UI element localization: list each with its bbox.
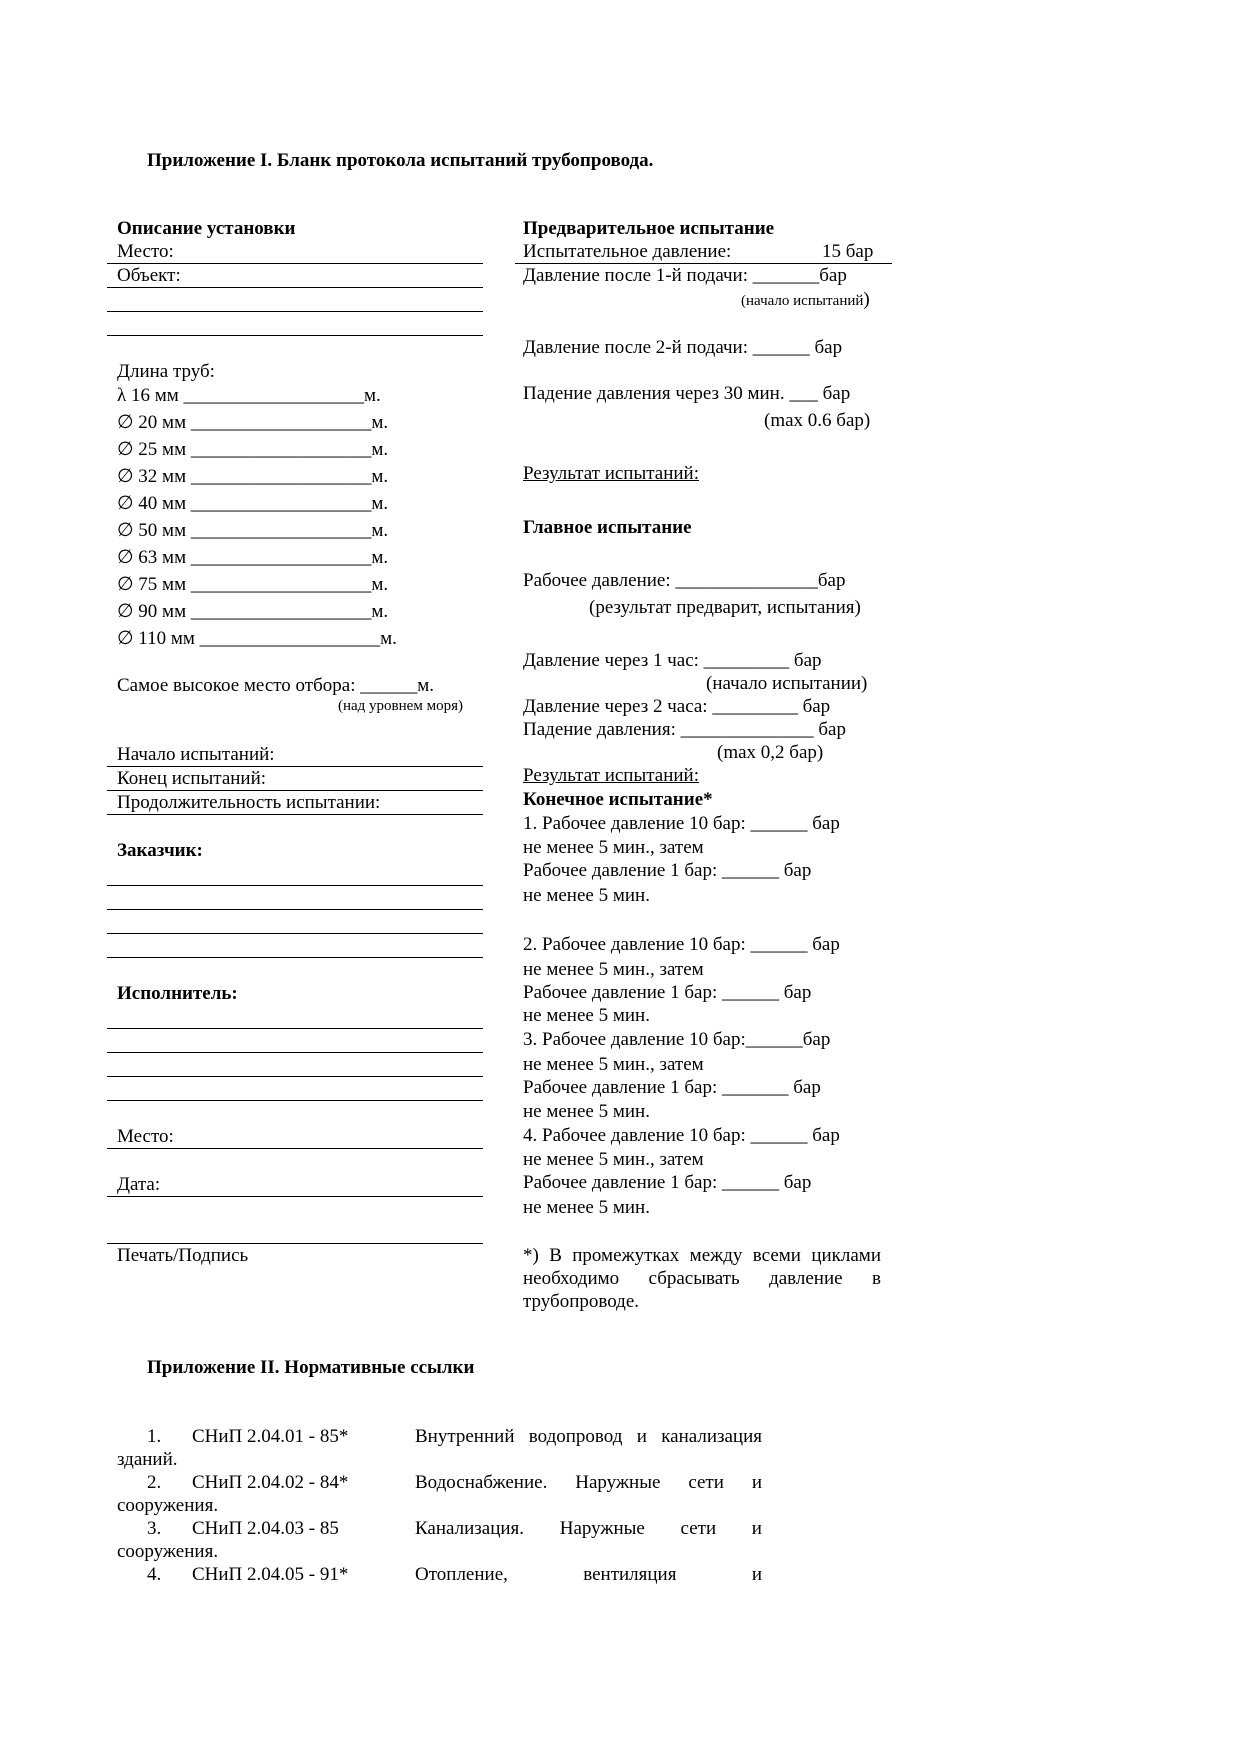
ref-word: сети <box>688 1472 724 1493</box>
pressure-drop-30min-max: (max 0.6 бар) <box>764 410 871 431</box>
pressure-after-2h: Давление через 2 часа: _________ бар <box>523 696 831 717</box>
test-pressure-value: 15 бар <box>822 241 874 262</box>
footnote-word: необходимо <box>523 1268 620 1289</box>
footnote-line-3: трубопроводе. <box>523 1291 640 1312</box>
final-line: Рабочее давление 1 бар: _______ бар <box>523 1077 821 1098</box>
prelim-test-heading: Предварительное испытание <box>523 218 775 239</box>
final-line: не менее 5 мин. <box>523 1005 650 1026</box>
object-line-2[interactable] <box>107 311 483 312</box>
object-label: Объект: <box>117 265 181 286</box>
ref-number: 3. <box>147 1518 162 1539</box>
final-line: не менее 5 мин., затем <box>523 837 704 858</box>
ref-code: СНиП 2.04.03 - 85 <box>192 1518 339 1539</box>
test-duration-line[interactable] <box>107 814 483 815</box>
pipe-length-label: Длина труб: <box>117 361 215 382</box>
contractor-line-3[interactable] <box>107 1076 483 1077</box>
pressure-drop-30min: Падение давления через 30 мин. ___ бар <box>523 383 851 404</box>
signature-line[interactable] <box>107 1243 483 1244</box>
customer-line-1[interactable] <box>107 885 483 886</box>
pipe-90-row: ∅ 90 мм ___________________м. <box>117 601 389 622</box>
ref-code: СНиП 2.04.01 - 85* <box>192 1426 349 1447</box>
test-end-label: Конец испытаний: <box>117 768 267 789</box>
ref-word: Канализация. <box>415 1518 525 1539</box>
test-start-line[interactable] <box>107 766 483 767</box>
appendix-2-title: Приложение II. Нормативные ссылки <box>147 1357 475 1378</box>
contractor-line-1[interactable] <box>107 1028 483 1029</box>
working-pressure-note: (результат предварит, испытания) <box>589 597 861 618</box>
final-line: не менее 5 мин. <box>523 1101 650 1122</box>
ref-number: 4. <box>147 1564 162 1585</box>
ref-number: 2. <box>147 1472 162 1493</box>
ref-code: СНиП 2.04.02 - 84* <box>192 1472 349 1493</box>
test-pressure-line[interactable] <box>515 263 892 264</box>
footnote-word: в <box>871 1268 881 1289</box>
footnote-word: давление <box>769 1268 843 1289</box>
ref-word: Водоснабжение. <box>415 1472 548 1493</box>
after-first-fill: Давление после 1-й подачи: _______бар <box>523 265 847 286</box>
ref-description <box>415 1518 762 1540</box>
footnote-line-2 <box>523 1268 881 1290</box>
ref-word: Внутренний <box>415 1426 515 1447</box>
final-line: не менее 5 мин., затем <box>523 1054 704 1075</box>
ref-word: Наружные <box>575 1472 661 1493</box>
object-line[interactable] <box>107 287 483 288</box>
customer-heading: Заказчик: <box>117 840 203 861</box>
final-line: не менее 5 мин. <box>523 1197 650 1218</box>
ref-code: СНиП 2.04.05 - 91* <box>192 1564 349 1585</box>
appendix-1-title: Приложение I. Бланк протокола испытаний трубопровода. <box>147 150 654 171</box>
ref-word: и <box>751 1472 762 1493</box>
pressure-drop: Падение давления: ______________ бар <box>523 719 846 740</box>
ref-continuation: сооружения. <box>117 1541 219 1562</box>
footnote-word: сбрасывать <box>648 1268 740 1289</box>
installation-heading: Описание установки <box>117 218 296 239</box>
footnote-line-1 <box>523 1245 881 1267</box>
ref-word: Отопление, <box>415 1564 508 1585</box>
contractor-line-4[interactable] <box>107 1100 483 1101</box>
final-line: 4. Рабочее давление 10 бар: ______ бар <box>523 1125 840 1146</box>
working-pressure: Рабочее давление: _______________бар <box>523 570 846 591</box>
customer-line-3[interactable] <box>107 933 483 934</box>
main-test-heading: Главное испытание <box>523 517 692 538</box>
pipe-32-row: ∅ 32 мм ___________________м. <box>117 466 389 487</box>
object-line-3[interactable] <box>107 335 483 336</box>
footnote-word: циклами <box>811 1245 881 1266</box>
final-line: не менее 5 мин. <box>523 885 650 906</box>
customer-line-4[interactable] <box>107 957 483 958</box>
after-first-fill-note-paren: ) <box>863 289 870 310</box>
final-line: не менее 5 мин., затем <box>523 959 704 980</box>
footnote-word: промежутках <box>572 1245 680 1266</box>
final-line: не менее 5 мин., затем <box>523 1149 704 1170</box>
final-line: 3. Рабочее давление 10 бар:______бар <box>523 1029 831 1050</box>
footnote-word: В <box>549 1245 562 1266</box>
final-line: Рабочее давление 1 бар: ______ бар <box>523 860 812 881</box>
final-line: Рабочее давление 1 бар: ______ бар <box>523 982 812 1003</box>
pipe-25-row: ∅ 25 мм ___________________м. <box>117 439 389 460</box>
pipe-40-row: ∅ 40 мм ___________________м. <box>117 493 389 514</box>
highest-point-note: (над уровнем моря) <box>338 698 463 714</box>
test-end-line[interactable] <box>107 790 483 791</box>
final-line: Рабочее давление 1 бар: ______ бар <box>523 1172 812 1193</box>
customer-line-2[interactable] <box>107 909 483 910</box>
pipe-16-row: λ 16 мм ___________________м. <box>117 385 381 406</box>
final-line: 2. Рабочее давление 10 бар: ______ бар <box>523 934 840 955</box>
pressure-after-1h-note: (начало испытании) <box>706 673 868 694</box>
pipe-75-row: ∅ 75 мм ___________________м. <box>117 574 389 595</box>
ref-word: сети <box>680 1518 717 1539</box>
final-test-heading: Конечное испытание* <box>523 789 713 810</box>
ref-word: канализация <box>661 1426 762 1447</box>
final-line: 1. Рабочее давление 10 бар: ______ бар <box>523 813 840 834</box>
ref-word: Наружные <box>559 1518 645 1539</box>
ref-description <box>415 1564 762 1586</box>
ref-number: 1. <box>147 1426 162 1447</box>
contractor-heading: Исполнитель: <box>117 983 238 1004</box>
pipe-63-row: ∅ 63 мм ___________________м. <box>117 547 389 568</box>
place-line[interactable] <box>107 263 483 264</box>
ref-word: вентиляция <box>583 1564 677 1585</box>
ref-continuation: зданий. <box>117 1449 178 1470</box>
after-second-fill: Давление после 2-й подачи: ______ бар <box>523 337 843 358</box>
test-start-label: Начало испытаний: <box>117 744 275 765</box>
after-first-fill-note: (начало испытаний <box>741 293 864 309</box>
ref-word: и <box>636 1426 647 1447</box>
ref-word: и <box>751 1518 762 1539</box>
main-result-label: Результат испытаний: <box>523 765 699 786</box>
ref-word: и <box>751 1564 762 1585</box>
prelim-result-label: Результат испытаний: <box>523 463 699 484</box>
ref-description <box>415 1426 762 1448</box>
test-duration-label: Продолжительность испытании: <box>117 792 381 813</box>
pipe-110-row: ∅ 110 мм ___________________м. <box>117 628 397 649</box>
place-label: Место: <box>117 241 174 262</box>
test-pressure-label: Испытательное давление: <box>523 241 732 262</box>
footnote-word: между <box>689 1245 743 1266</box>
place2-line[interactable] <box>107 1148 483 1149</box>
ref-word: водопровод <box>528 1426 623 1447</box>
place2-label: Место: <box>117 1126 174 1147</box>
pressure-drop-max: (max 0,2 бар) <box>717 742 824 763</box>
footnote-word: *) <box>523 1245 539 1266</box>
ref-continuation: сооружения. <box>117 1495 219 1516</box>
ref-description <box>415 1472 762 1494</box>
date-label: Дата: <box>117 1174 161 1195</box>
pipe-50-row: ∅ 50 мм ___________________м. <box>117 520 389 541</box>
highest-point-label: Самое высокое место отбора: ______м. <box>117 675 435 696</box>
contractor-line-2[interactable] <box>107 1052 483 1053</box>
stamp-signature-label: Печать/Подпись <box>117 1245 249 1266</box>
pressure-after-1h: Давление через 1 час: _________ бар <box>523 650 822 671</box>
pipe-20-row: ∅ 20 мм ___________________м. <box>117 412 389 433</box>
date-line[interactable] <box>107 1196 483 1197</box>
footnote-word: всеми <box>752 1245 801 1266</box>
